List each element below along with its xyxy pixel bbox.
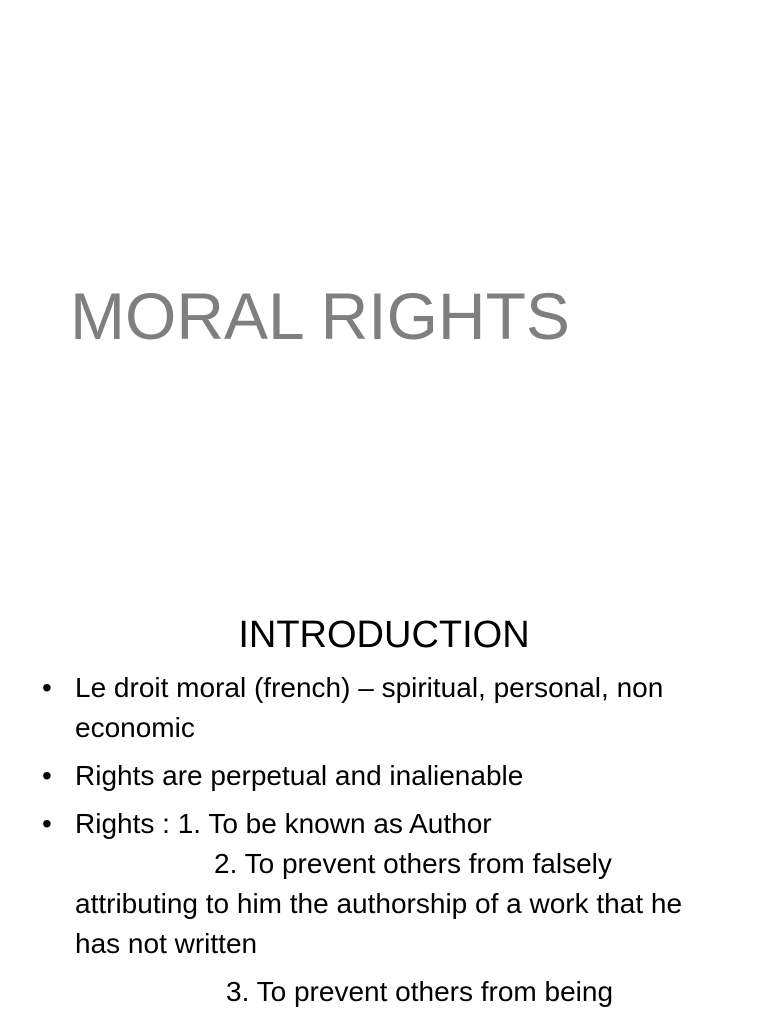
bullet-icon: •	[42, 672, 52, 703]
bullet-list	[40, 668, 730, 1020]
slide-introduction	[0, 576, 768, 1024]
bullet-icon: •	[42, 808, 52, 839]
list-item-text: Le droit moral (french) – spiritual, personal, non economic	[75, 672, 664, 743]
sub-item-2-line-2: attributing to him the authorship of a work that he has not written	[75, 888, 683, 959]
list-item	[40, 756, 730, 796]
list-item	[40, 804, 730, 1012]
list-item-text: Rights : 1. To be known as Author	[75, 808, 492, 839]
list-item	[40, 668, 730, 748]
slide-title-heading: MORAL RIGHTS	[70, 279, 570, 353]
section-heading: INTRODUCTION	[238, 614, 530, 656]
sub-item-3-line-1: 3. To prevent others from being	[226, 976, 614, 1007]
sub-item-2-line-1: 2. To prevent others from falsely	[214, 848, 612, 879]
bullet-icon: •	[42, 760, 52, 791]
list-item-text: Rights are perpetual and inalienable	[75, 760, 524, 791]
